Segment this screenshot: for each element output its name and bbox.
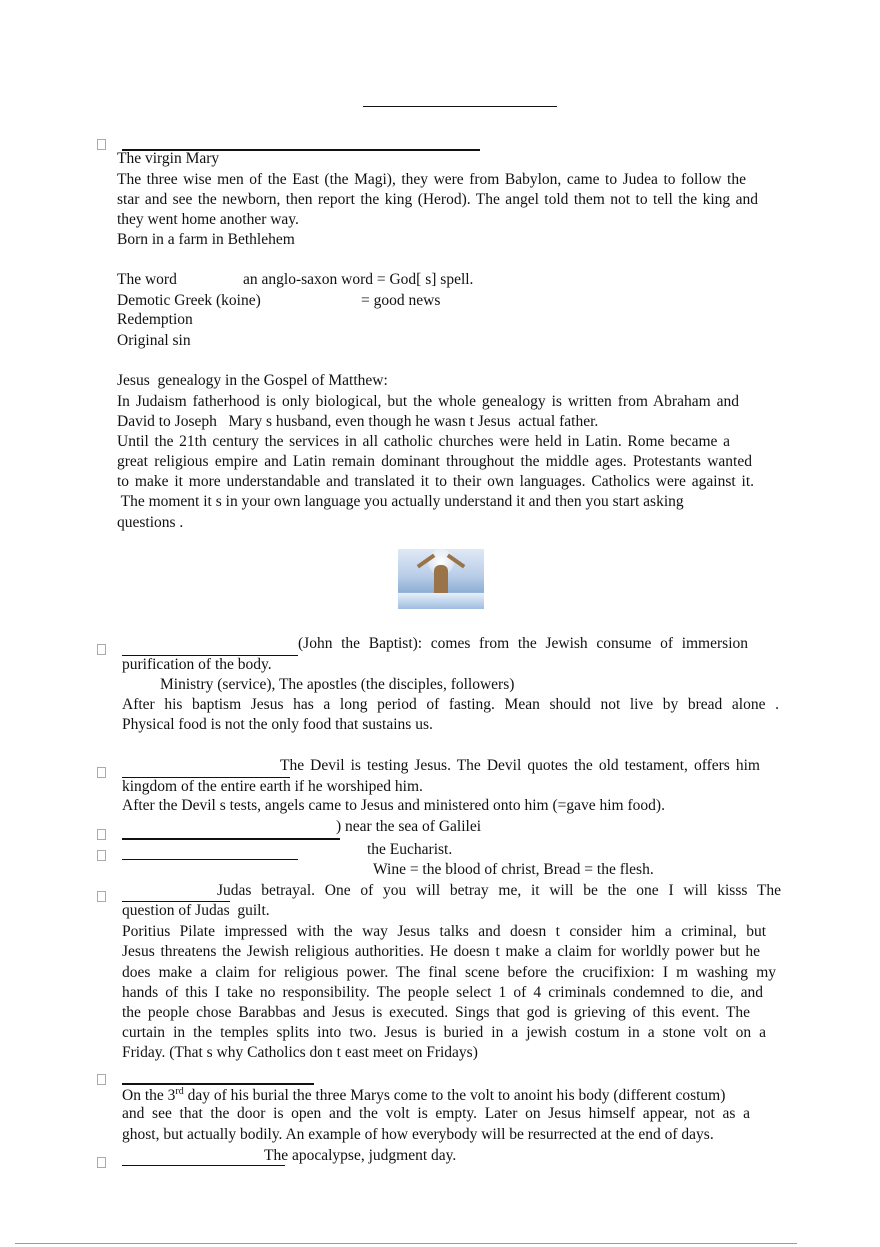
fill-in-blank bbox=[122, 655, 298, 656]
text-line: hands of this I take no responsibility. The people select 1 of 4 criminals condemned to die, and bbox=[122, 984, 763, 1001]
text-line: kingdom of the entire earth if he worshiped him. bbox=[122, 778, 423, 795]
bullet-box-icon bbox=[97, 891, 106, 902]
bullet-box-icon bbox=[97, 1074, 106, 1085]
text-line: Ministry (service), The apostles (the disciples, followers) bbox=[160, 676, 515, 693]
bullet-box-icon bbox=[97, 1157, 106, 1168]
text-line: the people chose Barabbas and Jesus is executed. Sings that god is grieving of this event. The bbox=[122, 1004, 750, 1021]
jesus-image bbox=[398, 549, 484, 609]
text-line: Jesus threatens the Jewish religious authorities. He doesn t make a claim for worldly power but he bbox=[122, 943, 760, 960]
fill-in-blank bbox=[122, 1083, 314, 1085]
text-line: Poritius Pilate impressed with the way Jesus talks and doesn t consider him a criminal, but bbox=[122, 923, 766, 940]
text-line: The three wise men of the East (the Magi), they were from Babylon, came to Judea to follow the bbox=[117, 171, 746, 188]
text-line: Demotic Greek (koine) bbox=[117, 292, 261, 309]
text-line: The word bbox=[117, 271, 177, 288]
text-line: question of Judas guilt. bbox=[122, 902, 270, 919]
text-line: purification of the body. bbox=[122, 656, 272, 673]
fill-in-blank bbox=[122, 901, 230, 902]
text-line: On the 3 bbox=[122, 1087, 176, 1104]
text-line: great religious empire and Latin remain dominant throughout the middle ages. Protestants wanted bbox=[117, 453, 752, 470]
bullet-box-icon bbox=[97, 829, 106, 840]
text-line: the Eucharist. bbox=[367, 841, 453, 858]
text-line: Wine = the blood of christ, Bread = the flesh. bbox=[373, 861, 654, 878]
text-line: After the Devil s tests, angels came to Jesus and ministered onto him (=gave him food). bbox=[122, 797, 665, 814]
text-line: does make a claim for religious power. The final scene before the crucifixion: I m washing my bbox=[122, 964, 776, 981]
fill-in-blank bbox=[122, 777, 290, 778]
text-line: they went home another way. bbox=[117, 211, 299, 228]
title-blank bbox=[363, 106, 557, 107]
text-line: Jesus genealogy in the Gospel of Matthew: bbox=[117, 372, 388, 389]
text-line: an anglo-saxon word = God[ s] spell. bbox=[243, 271, 474, 288]
resurrection-line bbox=[122, 1087, 725, 1105]
text-line: curtain in the temples splits into two. Jesus is buried in a jewish costum in a stone volt on a bbox=[122, 1024, 766, 1041]
text-line: Born in a farm in Bethlehem bbox=[117, 231, 295, 248]
text-line: In Judaism fatherhood is only biological, but the whole genealogy is written from Abraham and bbox=[117, 393, 739, 410]
text-line: (John the Baptist): comes from the Jewish consume of immersion bbox=[298, 635, 748, 652]
text-line: ghost, but actually bodily. An example of how everybody will be resurrected at the end of days. bbox=[122, 1126, 714, 1143]
fill-in-blank bbox=[122, 1165, 285, 1166]
fill-in-blank bbox=[122, 149, 480, 151]
text-line: to make it more understandable and translated it to their own languages. Catholics were against it. bbox=[117, 473, 754, 490]
text-line: Redemption bbox=[117, 311, 193, 328]
text-line: Until the 21th century the services in all catholic churches were held in Latin. Rome became a bbox=[117, 433, 730, 450]
bullet-box-icon bbox=[97, 139, 106, 150]
bullet-box-icon bbox=[97, 767, 106, 778]
text-line: day of his burial the three Marys come to the volt to anoint his body (different costum) bbox=[183, 1087, 726, 1104]
bullet-box-icon bbox=[97, 644, 106, 655]
text-line: Judas betrayal. One of you will betray me, it will be the one I will kisss The bbox=[217, 882, 781, 899]
text-line: ) near the sea of Galilei bbox=[336, 818, 482, 835]
text-line: The moment it s in your own language you actually understand it and then you start asking bbox=[117, 493, 684, 510]
text-line: The Devil is testing Jesus. The Devil quotes the old testament, offers him bbox=[280, 757, 760, 774]
footer-rule bbox=[15, 1243, 797, 1244]
fill-in-blank bbox=[122, 838, 340, 840]
text-line: After his baptism Jesus has a long period of fasting. Mean should not live by bread alone . bbox=[122, 696, 779, 713]
superscript: rd bbox=[175, 1085, 184, 1097]
text-line: The virgin Mary bbox=[117, 150, 220, 167]
fill-in-blank bbox=[122, 859, 298, 860]
text-line: The apocalypse, judgment day. bbox=[264, 1147, 457, 1164]
text-line: David to Joseph Mary s husband, even though he wasn t Jesus actual father. bbox=[117, 413, 599, 430]
text-line: Physical food is not the only food that sustains us. bbox=[122, 716, 433, 733]
text-line: = good news bbox=[361, 292, 441, 309]
text-line: Friday. (That s why Catholics don t east meet on Fridays) bbox=[122, 1044, 478, 1061]
text-line: and see that the door is open and the volt is empty. Later on Jesus himself appear, not as a bbox=[122, 1105, 750, 1122]
text-line: questions . bbox=[117, 514, 184, 531]
text-line: star and see the newborn, then report the king (Herod). The angel told them not to tell the king and bbox=[117, 191, 758, 208]
text-line: Original sin bbox=[117, 332, 191, 349]
bullet-box-icon bbox=[97, 850, 106, 861]
